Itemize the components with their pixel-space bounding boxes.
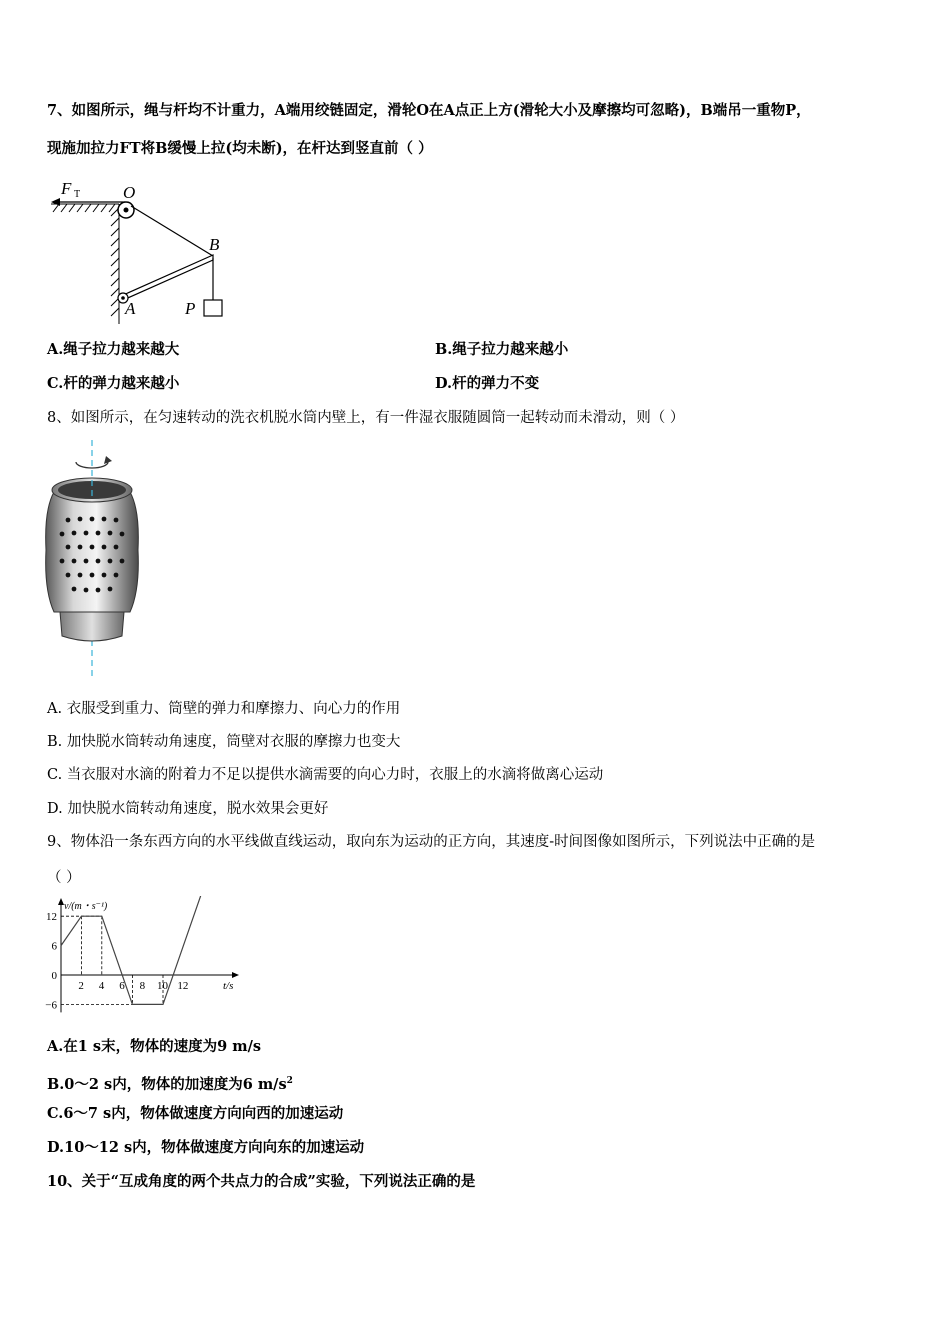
chart-ylabel: v/(m・s⁻¹) — [64, 901, 108, 912]
force-subscript: T — [74, 189, 81, 200]
x-tick-label: 10 — [157, 980, 168, 992]
q8-stem: 8、如图所示，在匀速转动的洗衣机脱水筒内壁上，有一件湿衣服随圆筒一起转动而未滑动，则（ ） — [47, 410, 685, 426]
pulley-label: O — [123, 183, 136, 202]
hinge-label: A — [125, 299, 136, 318]
end-b-label: B — [209, 235, 220, 254]
x-tick-label: 2 — [78, 980, 84, 992]
x-tick-label: 8 — [139, 980, 146, 992]
q7-pulley-rod-figure — [45, 176, 235, 326]
x-tick-label: 4 — [98, 980, 105, 992]
q9-stem-line1: 9、物体沿一条东西方向的水平线做直线运动，取向东为运动的正方向，其速度-时间图像如图所示，下列说法中正确的是 — [47, 834, 816, 850]
q7-stem-line1: 7、如图所示，绳与杆均不计重力，A端用绞链固定，滑轮O在A点正上方(滑轮大小及摩擦均可忽略)，B端吊一重物P， — [47, 102, 811, 119]
q7-option-b: B.绳子拉力越来越小 — [435, 341, 569, 358]
y-tick-label: −6 — [45, 999, 57, 1012]
q9-option-b — [47, 1071, 293, 1095]
wall-hatch — [111, 204, 119, 324]
q9-option-d: D.10～12 s内，物体做速度方向向东的加速运动 — [47, 1139, 365, 1156]
q7-option-d: D.杆的弹力不变 — [435, 375, 540, 392]
x-axis-arrow — [232, 972, 239, 978]
q7-stem-line2: 现施加拉力FT将B缓慢上拉(均未断)，在杆达到竖直前（ ） — [47, 140, 433, 157]
q10-stem: 10、关于“互成角度的两个共点力的合成”实验，下列说法正确的是 — [47, 1173, 476, 1190]
y-tick-label: 0 — [51, 970, 57, 982]
chart-xlabel: t/s — [223, 980, 234, 992]
drum-body — [46, 492, 139, 612]
x-tick-label: 12 — [177, 980, 189, 992]
x-tick-label: 6 — [119, 980, 125, 992]
force-label: F — [61, 179, 72, 198]
velocity-time-chart — [40, 896, 250, 1020]
spin-drum-figure — [40, 440, 150, 676]
weight-p — [204, 300, 222, 316]
q9-option-a: A.在1 s末，物体的速度为9 m/s — [47, 1038, 262, 1055]
q7-option-a: A.绳子拉力越来越大 — [47, 341, 180, 358]
y-tick-label: 6 — [51, 940, 57, 953]
q8-option-c: C. 当衣服对水滴的附着力不足以提供水滴需要的向心力时，衣服上的水滴将做离心运动 — [47, 767, 604, 783]
q8-option-a: A. 衣服受到重力、筒壁的弹力和摩擦力、向心力的作用 — [47, 701, 401, 717]
q7-option-c: C.杆的弹力越来越小 — [47, 375, 180, 392]
rod-ab — [121, 255, 213, 301]
rope — [131, 206, 213, 256]
q9-option-b-sup: 2 — [286, 1076, 293, 1086]
q8-option-d: D. 加快脱水筒转动角速度，脱水效果会更好 — [47, 801, 329, 817]
q8-option-b: B. 加快脱水筒转动角速度，筒壁对衣服的摩擦力也变大 — [47, 734, 401, 750]
q9-option-b-text: B.0～2 s内，物体的加速度为6 m/s — [47, 1075, 287, 1093]
q9-stem-line2: （ ） — [47, 870, 81, 886]
q9-option-c: C.6～7 s内，物体做速度方向向西的加速运动 — [47, 1105, 344, 1122]
weight-label: P — [185, 299, 196, 318]
y-tick-label: 12 — [46, 911, 57, 924]
ceiling-hatch — [51, 204, 119, 212]
